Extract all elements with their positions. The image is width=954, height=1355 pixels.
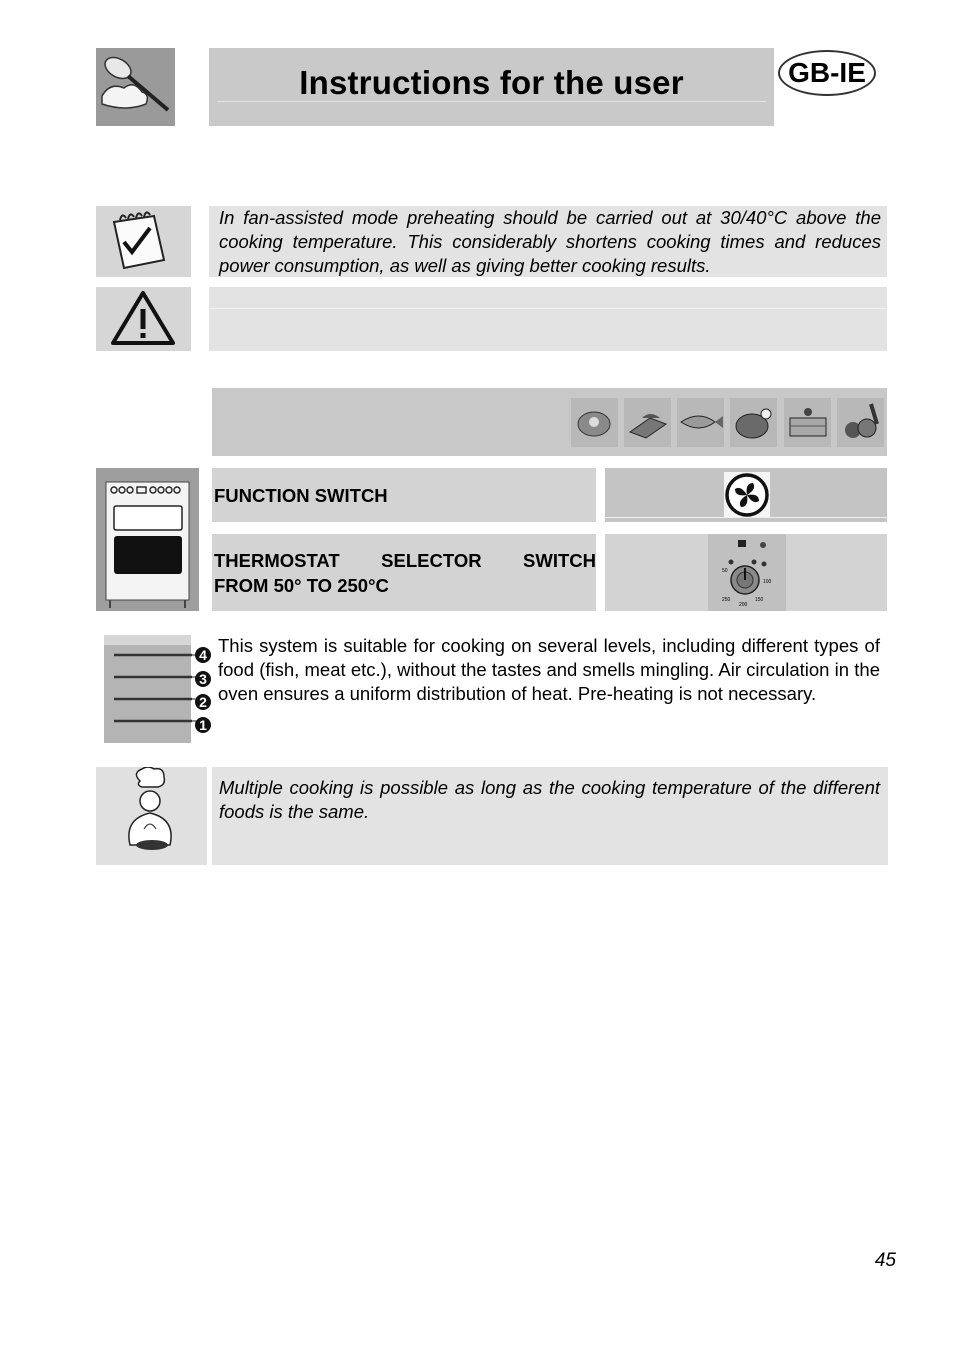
thermostat-label-word: SELECTOR <box>381 550 482 571</box>
dial-tick-label: 200 <box>739 602 748 608</box>
notepad-check-icon <box>96 206 191 277</box>
fish-icon <box>677 398 724 447</box>
meat-icon <box>571 398 618 447</box>
thermostat-label <box>214 548 596 598</box>
note-icon-box <box>96 206 191 277</box>
thermostat-range: FROM 50° TO 250°C <box>214 575 389 596</box>
page-title: Instructions for the user <box>299 64 684 101</box>
preheating-note-text: In fan-assisted mode preheating should be carried out at 30/40°C above the cooking temperature. This considerably shortens cooking times and reduces power consumption, as well as giving better cooking results. <box>219 207 881 276</box>
multi-level-description: This system is suitable for cooking on several levels, including different types of food (fish, meat etc.), without the tastes and smells mingling. Air circulation in the oven ensures a uniform distribution of heat. Pre-heating is not necessary. <box>218 635 880 704</box>
fan-icon <box>724 472 770 518</box>
thermostat-row <box>212 534 596 611</box>
chef-icon-box <box>96 767 207 865</box>
cake-icon <box>784 398 831 447</box>
thermostat-label-word: SWITCH <box>523 550 596 571</box>
thermostat-dial-icon <box>708 534 786 611</box>
chef-tip-box <box>212 767 888 865</box>
oven-illustration <box>96 468 199 611</box>
dial-tick-label: 100 <box>763 579 772 585</box>
preheating-note <box>209 206 887 277</box>
food-icons-bar <box>212 388 887 456</box>
dial-tick-label: 250 <box>722 597 731 603</box>
chef-tip-text: Multiple cooking is possible as long as the cooking temperature of the different foods is the same. <box>219 777 880 822</box>
spoon-chef-hat-icon <box>96 48 175 126</box>
warning-box <box>209 287 887 351</box>
page-number: 45 <box>874 1250 896 1271</box>
rack-number: 4 <box>199 647 207 663</box>
thermostat-symbol-box <box>605 534 887 611</box>
bread-icon <box>624 398 671 447</box>
vegetables-icon <box>837 398 884 447</box>
language-badge: GB-IE <box>778 50 876 96</box>
logo <box>96 48 175 126</box>
thermostat-label-word: THERMOSTAT <box>214 550 340 571</box>
function-symbol-box <box>605 468 887 522</box>
oven-icon <box>96 468 199 611</box>
dial-tick-label: 50 <box>722 568 728 574</box>
chef-icon <box>96 767 207 865</box>
dial-tick-label: 150 <box>755 597 764 603</box>
function-switch-row <box>212 468 596 522</box>
title-banner <box>209 48 774 126</box>
oven-racks-illustration <box>104 635 214 745</box>
warning-icon-box <box>96 287 191 351</box>
rack-number: 1 <box>199 717 207 733</box>
function-switch-label: FUNCTION SWITCH <box>214 485 388 506</box>
rack-number: 3 <box>199 671 207 687</box>
poultry-icon <box>730 398 777 447</box>
rack-number: 2 <box>199 694 207 710</box>
warning-triangle-icon <box>96 287 191 351</box>
